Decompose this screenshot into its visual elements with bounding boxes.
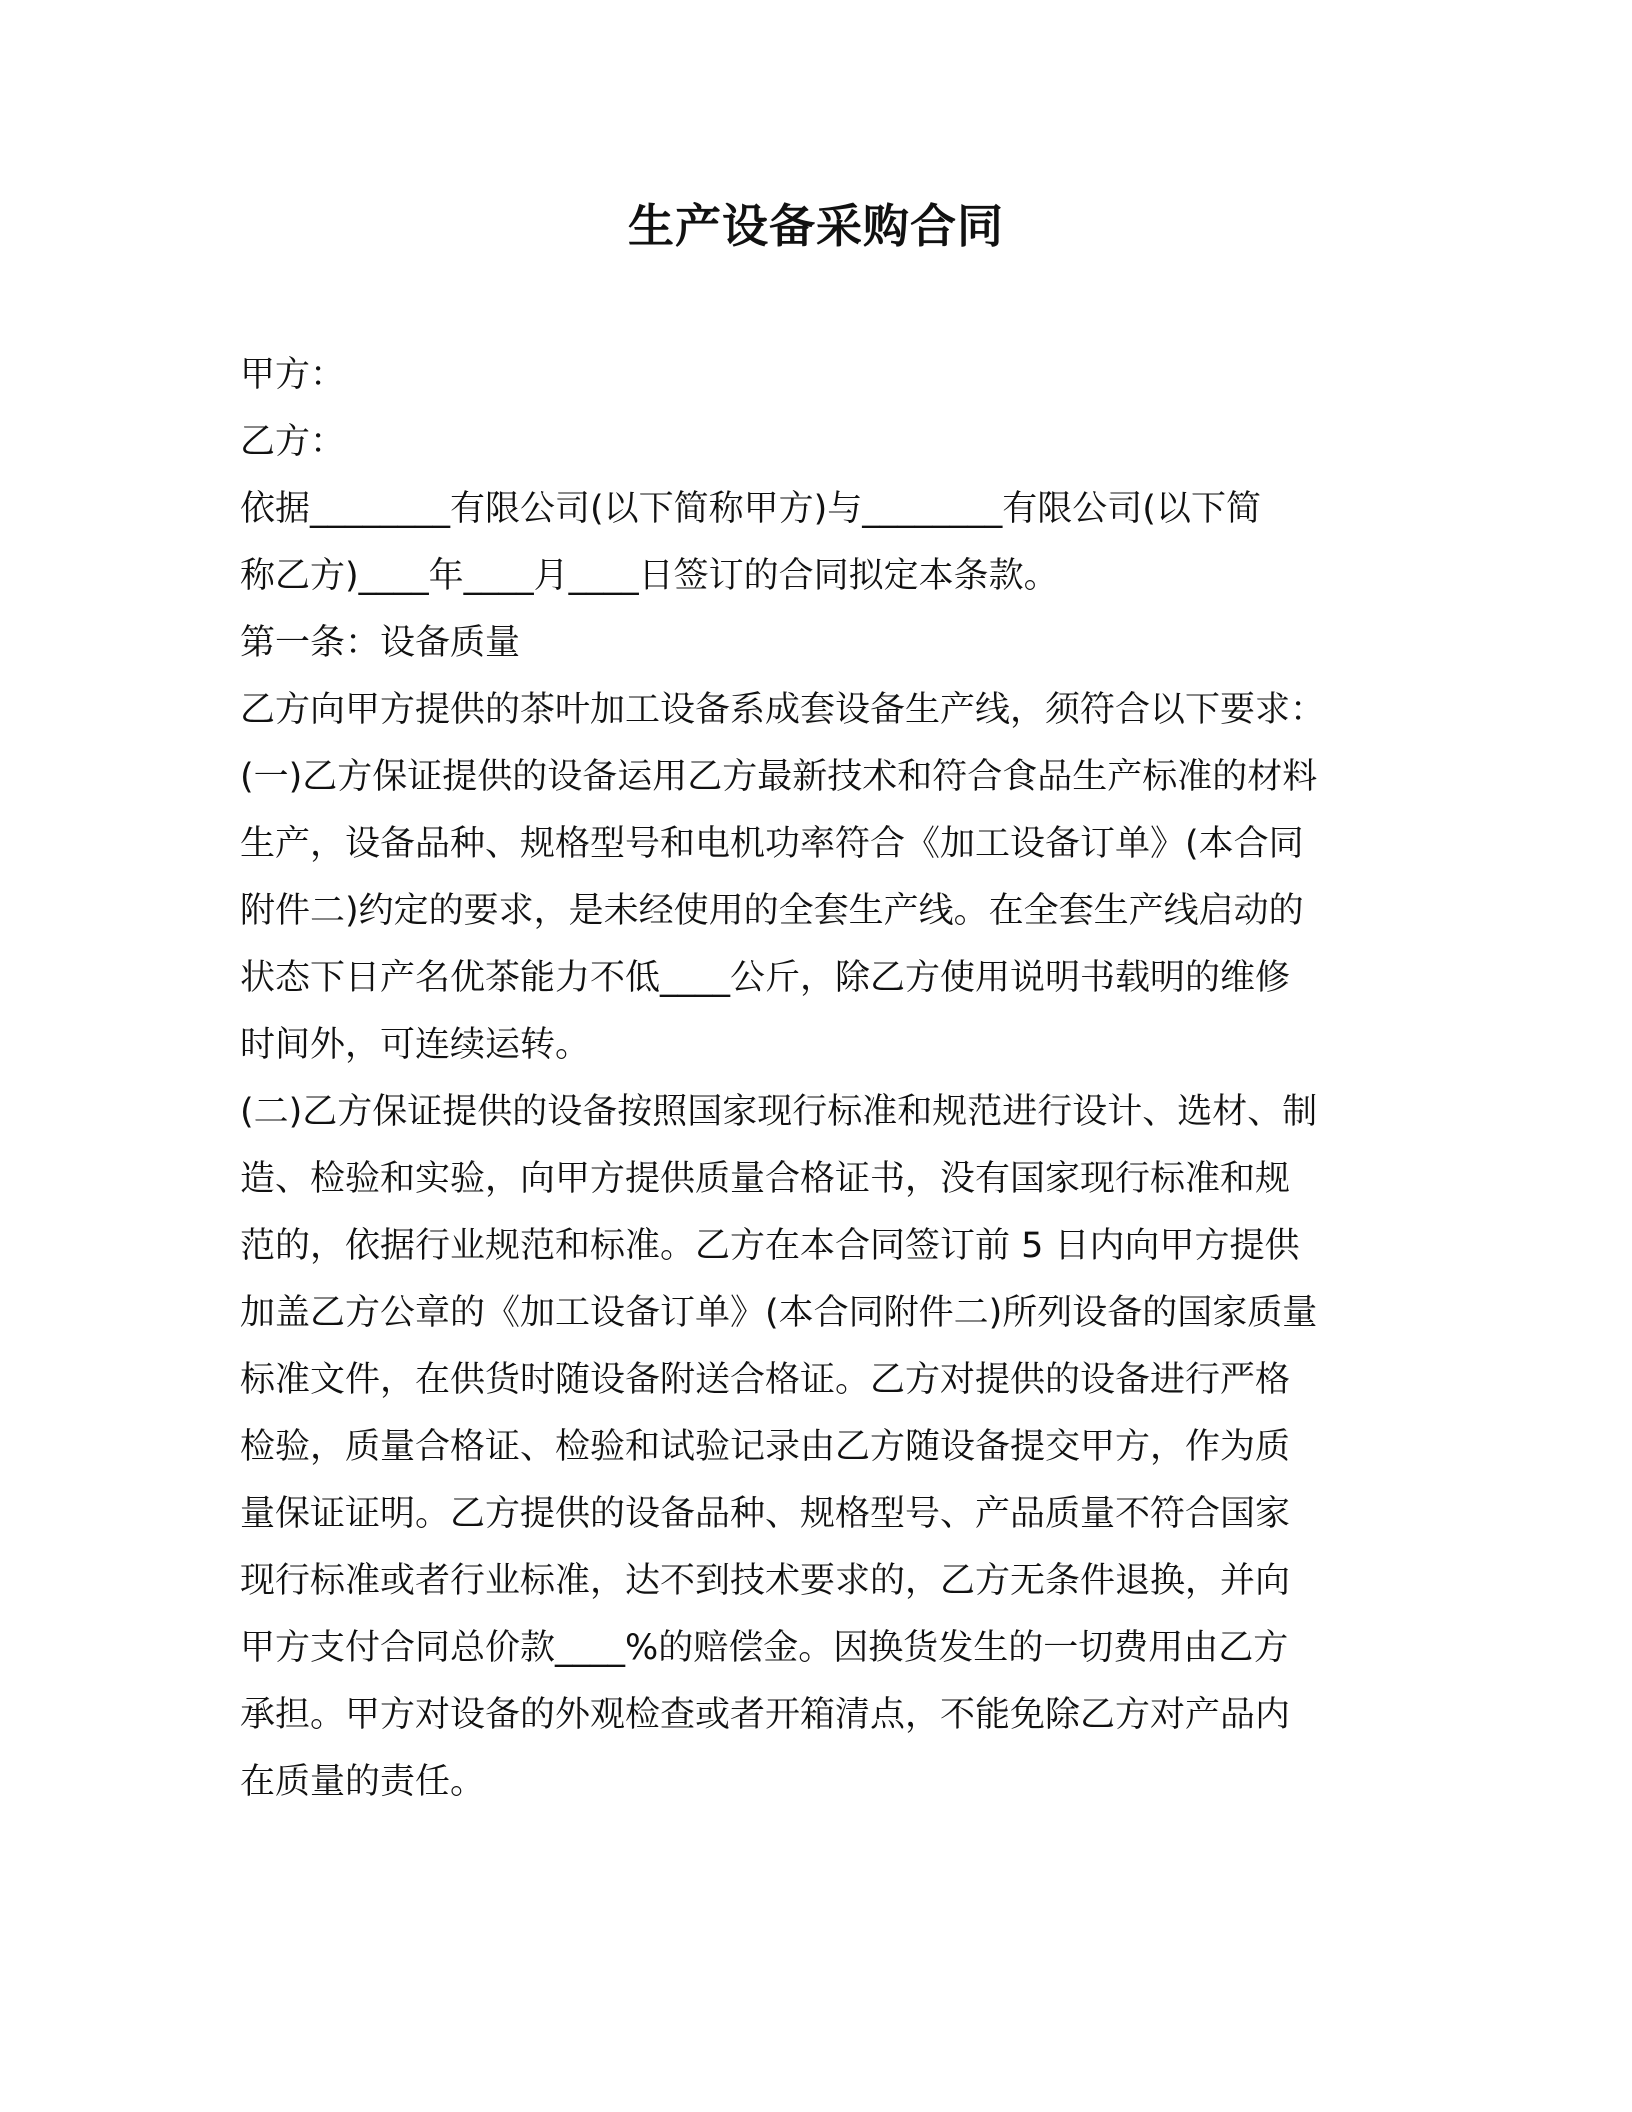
paragraph-line: 生产，设备品种、规格型号和电机功率符合《加工设备订单》(本合同 <box>240 824 1304 864</box>
paragraph-line: 检验，质量合格证、检验和试验记录由乙方随设备提交甲方，作为质 <box>240 1427 1291 1467</box>
paragraph-line: 在质量的责任。 <box>240 1762 486 1802</box>
article-heading: 第一条：设备质量 <box>240 623 521 663</box>
party-b-line: 乙方： <box>240 422 346 462</box>
paragraph-line: 承担。甲方对设备的外观检查或者开箱清点，不能免除乙方对产品内 <box>240 1695 1291 1735</box>
document-title: 生产设备采购合同 <box>628 199 1004 253</box>
paragraph-line: 范的，依据行业规范和标准。乙方在本合同签订前 5 日内向甲方提供 <box>240 1226 1300 1266</box>
preamble-line: 依据________有限公司(以下简称甲方)与________有限公司(以下简 <box>240 489 1261 529</box>
party-a-line: 甲方： <box>240 355 346 395</box>
paragraph-line: 标准文件，在供货时随设备附送合格证。乙方对提供的设备进行严格 <box>240 1360 1291 1400</box>
preamble-line: 称乙方)____年____月____日签订的合同拟定本条款。 <box>240 556 1059 596</box>
contract-body <box>240 342 1390 1816</box>
paragraph-line: (二)乙方保证提供的设备按照国家现行标准和规范进行设计、选材、制 <box>240 1092 1318 1132</box>
paragraph-line: 时间外，可连续运转。 <box>240 1025 591 1065</box>
paragraph-line: 造、检验和实验，向甲方提供质量合格证书，没有国家现行标准和规 <box>240 1159 1291 1199</box>
paragraph-line: 附件二)约定的要求，是未经使用的全套生产线。在全套生产线启动的 <box>240 891 1304 931</box>
paragraph-line: 量保证证明。乙方提供的设备品种、规格型号、产品质量不符合国家 <box>240 1494 1291 1534</box>
paragraph-line: 乙方向甲方提供的茶叶加工设备系成套设备生产线，须符合以下要求： <box>240 690 1326 730</box>
paragraph-line: 加盖乙方公章的《加工设备订单》(本合同附件二)所列设备的国家质量 <box>240 1293 1318 1333</box>
paragraph-line: (一)乙方保证提供的设备运用乙方最新技术和符合食品生产标准的材料 <box>240 757 1318 797</box>
paragraph-line: 现行标准或者行业标准，达不到技术要求的，乙方无条件退换，并向 <box>240 1561 1291 1601</box>
paragraph-line: 状态下日产名优茶能力不低____公斤，除乙方使用说明书载明的维修 <box>240 958 1291 998</box>
paragraph-line: 甲方支付合同总价款____%的赔偿金。因换货发生的一切费用由乙方 <box>240 1628 1289 1668</box>
